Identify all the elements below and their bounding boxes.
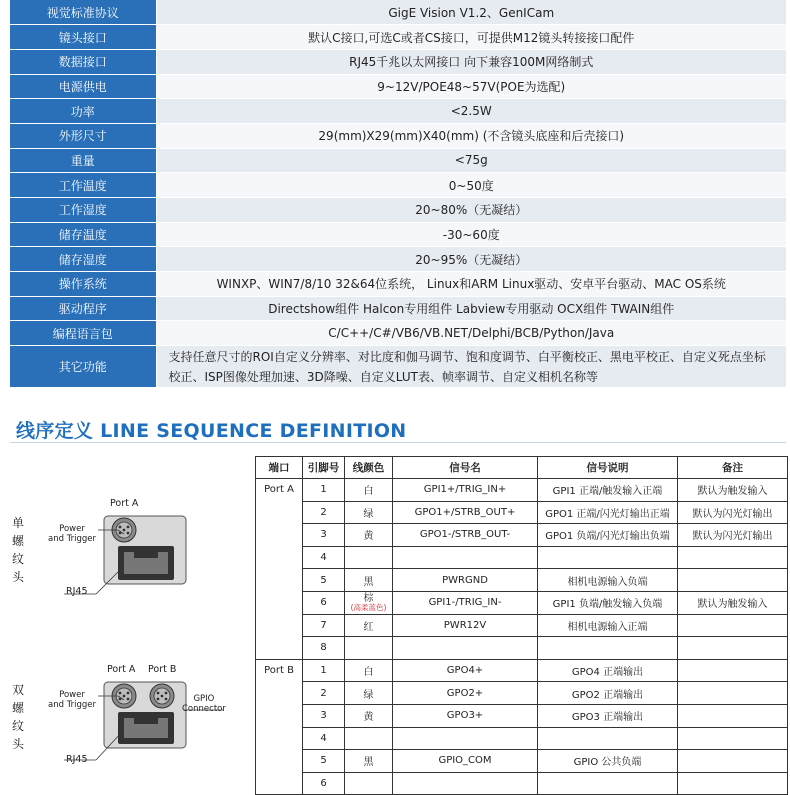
table-row (256, 682, 788, 705)
note-cell (678, 614, 788, 637)
spec-value: <2.5W (156, 99, 786, 124)
wire-color-cell (345, 591, 393, 614)
double-rj45-label: RJ45 (66, 754, 88, 765)
pin-cell: 3 (303, 704, 345, 727)
table-row (256, 479, 788, 502)
table-row (256, 546, 788, 569)
single-port-a-label: Port A (110, 498, 139, 509)
note-cell (678, 704, 788, 727)
wire-color-text: 绿 (363, 508, 374, 520)
signal-desc-cell (538, 772, 678, 795)
spec-value: GigE Vision V1.2、GenICam (156, 0, 786, 25)
spec-label: 工作温度 (10, 173, 156, 198)
pin-cell: 3 (303, 524, 345, 547)
wire-color-cell (345, 659, 393, 682)
spec-label: 储存温度 (10, 222, 156, 247)
spec-label: 外形尺寸 (10, 123, 156, 148)
spec-value: WINXP、WIN7/8/10 32&64位系统， Linux和ARM Linux驱动、安卓平台驱动、MAC OS系统 (156, 272, 786, 297)
signal-name-cell: GPO4+ (393, 659, 538, 682)
note-cell: 默认为闪光灯输出 (678, 524, 788, 547)
pin-cell: 5 (303, 569, 345, 592)
signal-desc-cell: 相机电源输入负端 (538, 569, 678, 592)
table-row (256, 637, 788, 660)
section-divider (10, 442, 786, 443)
signal-name-cell: GPIO_COM (393, 750, 538, 773)
spec-row (10, 247, 786, 272)
wire-color-text: 棕 (363, 593, 374, 605)
wire-color-text: 绿 (363, 689, 374, 701)
pin-cell: 7 (303, 614, 345, 637)
port-cell: Port B (256, 659, 303, 795)
note-cell (678, 546, 788, 569)
signal-name-cell (393, 546, 538, 569)
table-row (256, 501, 788, 524)
double-port-a-label: Port A (107, 664, 136, 675)
spec-label: 编程语言包 (10, 321, 156, 346)
column-header: 信号说明 (538, 457, 678, 479)
note-cell (678, 659, 788, 682)
pin-cell: 4 (303, 546, 345, 569)
spec-row (10, 123, 786, 148)
wire-color-text: 黑 (363, 576, 374, 588)
spec-table (10, 0, 786, 388)
section-title: 线序定义 LINE SEQUENCE DEFINITION (16, 420, 407, 442)
wire-color-cell (345, 637, 393, 660)
spec-row (10, 0, 786, 25)
signal-desc-cell: GPO4 正端输出 (538, 659, 678, 682)
note-cell: 默认为闪光灯输出 (678, 501, 788, 524)
spec-label: 电源供电 (10, 74, 156, 99)
wire-color-cell (345, 772, 393, 795)
column-header: 线颜色 (345, 457, 393, 479)
spec-value: 29(mm)X29(mm)X40(mm) (不含镜头底座和后壳接口) (156, 123, 786, 148)
signal-desc-cell (538, 546, 678, 569)
double-port-b-label: Port B (148, 664, 177, 675)
port-cell: Port A (256, 479, 303, 660)
signal-name-cell: GPI1-/TRIG_IN- (393, 591, 538, 614)
wire-color-text: 黄 (363, 712, 374, 724)
wire-color-cell (345, 727, 393, 750)
spec-row (10, 99, 786, 124)
pin-cell: 2 (303, 682, 345, 705)
note-cell (678, 727, 788, 750)
double-leader-lines (60, 686, 230, 766)
spec-label: 重量 (10, 148, 156, 173)
spec-row (10, 272, 786, 297)
signal-name-cell: GPO2+ (393, 682, 538, 705)
spec-value: 默认C接口,可选C或者CS接口，可提供M12镜头转接接口配件 (156, 25, 786, 50)
spec-row (10, 321, 786, 346)
spec-value: <75g (156, 148, 786, 173)
note-cell (678, 637, 788, 660)
spec-row (10, 25, 786, 50)
table-row (256, 727, 788, 750)
note-cell (678, 750, 788, 773)
spec-value: 支持任意尺寸的ROI自定义分辨率、对比度和伽马调节、饱和度调节、白平衡校正、黑电平校正、自定义死点坐标校正、ISP图像处理加速、3D降噪、自定义LUT表、帧率调节、自定义相机名称等 (156, 346, 786, 388)
wire-color-cell (345, 479, 393, 502)
spec-row (10, 148, 786, 173)
wire-color-cell (345, 569, 393, 592)
line-sequence-body (256, 479, 788, 795)
spec-label: 视觉标准协议 (10, 0, 156, 25)
table-row (256, 569, 788, 592)
note-cell (678, 682, 788, 705)
spec-value: 9~12V/POE48~57V(POE为选配) (156, 74, 786, 99)
single-rj45-label: RJ45 (66, 586, 88, 597)
spec-row (10, 49, 786, 74)
spec-label: 镜头接口 (10, 25, 156, 50)
spec-value: 20~95%（无凝结） (156, 247, 786, 272)
signal-desc-cell: 相机电源输入正端 (538, 614, 678, 637)
pin-cell: 1 (303, 659, 345, 682)
signal-desc-cell: GPO1 正端/闪光灯输出正端 (538, 501, 678, 524)
spec-row (10, 74, 786, 99)
wire-color-cell (345, 704, 393, 727)
wire-color-text: 红 (363, 621, 374, 633)
wire-color-cell (345, 501, 393, 524)
double-thread-label: 双螺纹头 (11, 683, 24, 751)
wire-color-note: (高柔蓝色) (350, 603, 387, 613)
column-header: 端口 (256, 457, 303, 479)
signal-name-cell: GPI1+/TRIG_IN+ (393, 479, 538, 502)
signal-desc-cell: GPO3 正端输出 (538, 704, 678, 727)
pin-cell: 8 (303, 637, 345, 660)
spec-row (10, 346, 786, 388)
pin-cell: 1 (303, 479, 345, 502)
signal-name-cell: PWR12V (393, 614, 538, 637)
note-cell: 默认为触发输入 (678, 479, 788, 502)
wire-color-text: 白 (363, 486, 374, 498)
spec-value: RJ45千兆以太网接口 向下兼容100M网络制式 (156, 49, 786, 74)
wire-color-text: 黑 (363, 757, 374, 769)
single-thread-label: 单螺纹头 (11, 516, 24, 584)
note-cell: 默认为触发输入 (678, 591, 788, 614)
table-row (256, 704, 788, 727)
double-power-trigger-label: Power and Trigger (48, 690, 97, 710)
column-header: 备注 (678, 457, 788, 479)
single-leader-lines (60, 520, 130, 600)
signal-name-cell: PWRGND (393, 569, 538, 592)
signal-desc-cell (538, 637, 678, 660)
spec-value: 20~80%（无凝结） (156, 198, 786, 223)
wire-color-cell (345, 524, 393, 547)
signal-desc-cell: GPIO 公共负端 (538, 750, 678, 773)
line-sequence-header-row (256, 457, 788, 479)
column-header: 信号名 (393, 457, 538, 479)
spec-row (10, 198, 786, 223)
spec-value: Directshow组件 Halcon专用组件 Labview专用驱动 OCX组件 TWAIN组件 (156, 296, 786, 321)
spec-label: 功率 (10, 99, 156, 124)
spec-value: 0~50度 (156, 173, 786, 198)
table-row (256, 772, 788, 795)
wire-color-text: 黄 (363, 531, 374, 543)
wire-color-cell (345, 614, 393, 637)
table-row (256, 659, 788, 682)
single-power-trigger-label: Power and Trigger (48, 524, 97, 544)
signal-desc-cell: GPI1 正端/触发输入正端 (538, 479, 678, 502)
spec-label: 其它功能 (10, 346, 156, 388)
table-row (256, 750, 788, 773)
spec-row (10, 173, 786, 198)
signal-desc-cell: GPI1 负端/触发输入负端 (538, 591, 678, 614)
table-row (256, 524, 788, 547)
signal-name-cell (393, 637, 538, 660)
spec-label: 驱动程序 (10, 296, 156, 321)
spec-value: -30~60度 (156, 222, 786, 247)
double-gpio-label: GPIO Connector (182, 694, 226, 714)
signal-desc-cell: GPO1 负端/闪光灯输出负端 (538, 524, 678, 547)
signal-name-cell: GPO3+ (393, 704, 538, 727)
table-row (256, 614, 788, 637)
wire-color-cell (345, 750, 393, 773)
table-row (256, 591, 788, 614)
wire-color-cell (345, 546, 393, 569)
signal-name-cell: GPO1+/STRB_OUT+ (393, 501, 538, 524)
pin-cell: 6 (303, 772, 345, 795)
spec-label: 工作湿度 (10, 198, 156, 223)
line-sequence-table (255, 456, 788, 795)
pin-cell: 2 (303, 501, 345, 524)
spec-label: 储存湿度 (10, 247, 156, 272)
pin-cell: 6 (303, 591, 345, 614)
spec-label: 操作系统 (10, 272, 156, 297)
pin-cell: 4 (303, 727, 345, 750)
column-header: 引脚号 (303, 457, 345, 479)
signal-name-cell: GPO1-/STRB_OUT- (393, 524, 538, 547)
signal-desc-cell (538, 727, 678, 750)
signal-name-cell (393, 727, 538, 750)
spec-value: C/C++/C#/VB6/VB.NET/Delphi/BCB/Python/Java (156, 321, 786, 346)
wire-color-text: 白 (363, 667, 374, 679)
wire-color-cell (345, 682, 393, 705)
pin-cell: 5 (303, 750, 345, 773)
spec-label: 数据接口 (10, 49, 156, 74)
signal-desc-cell: GPO2 正端输出 (538, 682, 678, 705)
spec-row (10, 222, 786, 247)
signal-name-cell (393, 772, 538, 795)
note-cell (678, 569, 788, 592)
spec-table-body (10, 0, 786, 388)
note-cell (678, 772, 788, 795)
spec-row (10, 296, 786, 321)
